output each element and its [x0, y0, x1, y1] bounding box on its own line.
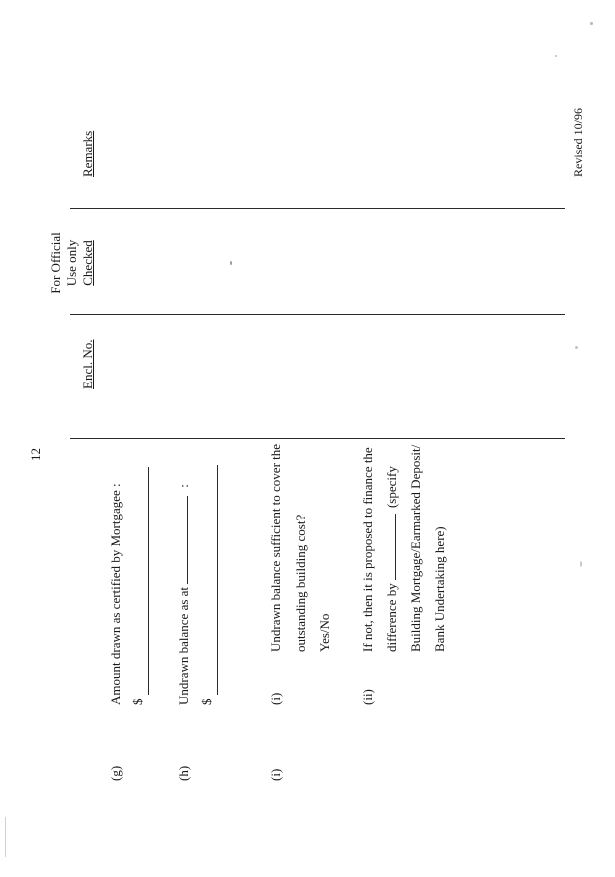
item-g-text: Amount drawn as certified by Mortgagee : — [108, 483, 123, 705]
remarks-header: Remarks — [80, 130, 95, 177]
item-h-text-row — [176, 484, 192, 705]
item-h-label: (h) — [176, 765, 191, 781]
item-i-sub-ii-line2-before: difference by — [384, 583, 399, 652]
item-i-sub-ii-line3: Building Mortgage/Earmarked Deposit/ — [408, 444, 423, 652]
official-header-line1: For Official — [48, 232, 63, 294]
item-i-sub-i-line1: Undrawn balance sufficient to cover the — [268, 443, 283, 652]
item-i-sub-ii-difference-blank[interactable] — [384, 514, 396, 580]
item-i-label: (i) — [268, 768, 283, 781]
item-i-sub-ii-label: (ii) — [360, 689, 375, 705]
item-i-sub-i-line2: outstanding building cost? — [293, 514, 308, 652]
item-h-text-after: : — [176, 484, 191, 488]
scan-speck — [230, 261, 232, 265]
official-header-line2: Use only — [64, 239, 79, 287]
revision-note: Revised 10/96 — [571, 108, 585, 177]
item-g-currency: $ — [130, 698, 145, 705]
item-h-date-blank[interactable] — [176, 496, 188, 584]
column-divider-official — [70, 314, 565, 315]
item-h-currency: $ — [199, 698, 214, 705]
item-h-text-before: Undrawn balance as at — [176, 586, 191, 705]
item-i-sub-ii-line4: Bank Undertaking here) — [432, 526, 447, 652]
column-divider-encl — [70, 438, 565, 439]
item-i-sub-ii-line2-after: (specify — [384, 466, 399, 509]
item-g-amount-line[interactable] — [148, 467, 149, 695]
encl-no-header: Encl. No. — [80, 339, 95, 389]
scan-edge-mark — [5, 817, 6, 857]
item-g-label: (g) — [108, 765, 123, 781]
scan-speck — [580, 561, 582, 567]
item-i-sub-i-label: (i) — [268, 692, 283, 705]
item-h-amount-line[interactable] — [217, 465, 218, 695]
column-divider-remarks — [70, 208, 565, 209]
item-i-sub-i-yes-no[interactable]: Yes/No — [317, 613, 332, 652]
item-i-sub-ii-line1: If not, then it is proposed to finance the — [360, 447, 375, 652]
scan-speck — [555, 55, 557, 57]
official-header-line3: Checked — [80, 240, 95, 286]
item-i-sub-ii-line2 — [384, 466, 400, 652]
page-number: 12 — [28, 448, 43, 461]
scan-speck — [575, 346, 578, 349]
scan-speck — [590, 22, 593, 25]
